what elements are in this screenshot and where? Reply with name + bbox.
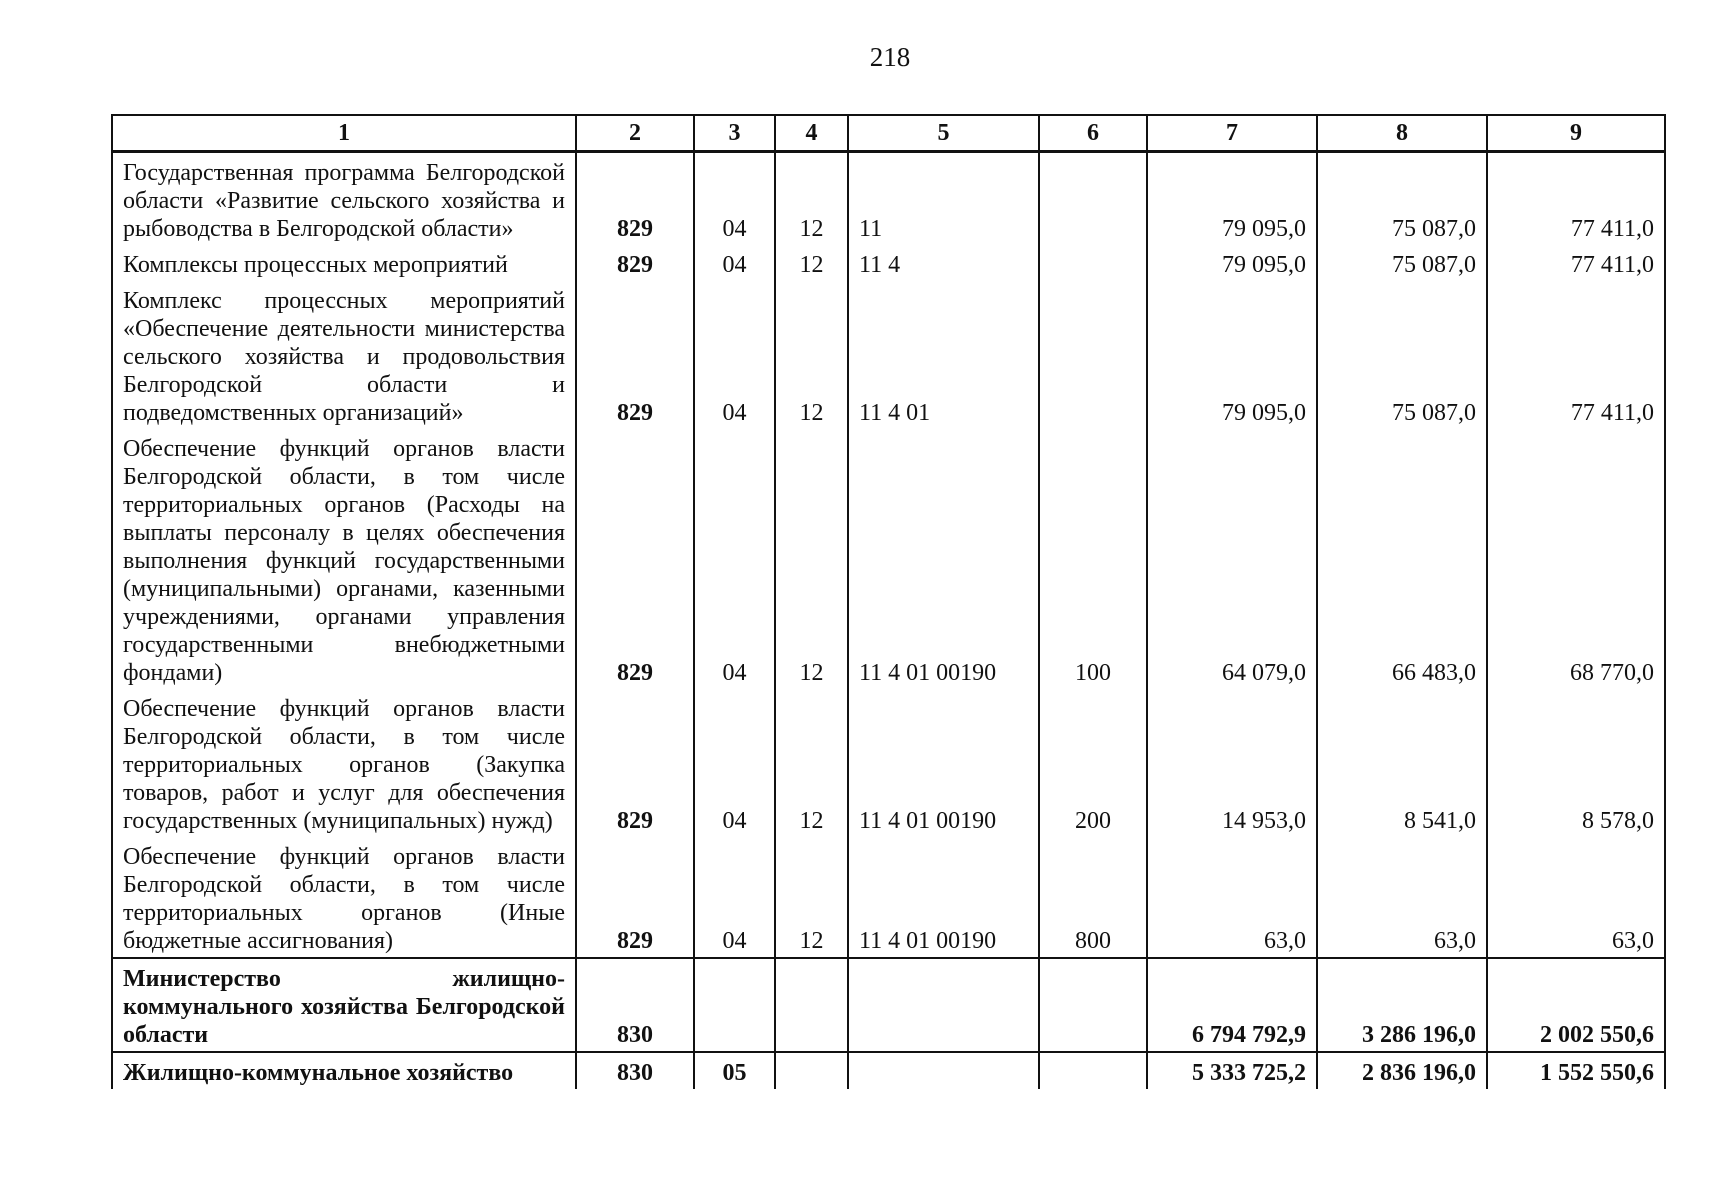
row-pr: 12	[775, 429, 848, 689]
row-rz	[694, 958, 775, 1052]
row-grbs: 830	[576, 1052, 694, 1089]
row-year2: 3 286 196,0	[1317, 958, 1487, 1052]
header-col-9: 9	[1487, 115, 1665, 152]
row-vr	[1039, 281, 1147, 429]
row-year3: 63,0	[1487, 837, 1665, 958]
row-year3: 77 411,0	[1487, 152, 1665, 246]
row-pr: 12	[775, 152, 848, 246]
header-col-5: 5	[848, 115, 1039, 152]
row-name: Государственная программа Белгородской области «Развитие сельского хозяйства и рыбоводства в Белгородской области»	[112, 152, 576, 246]
table-row	[112, 1052, 1665, 1089]
row-year1: 5 333 725,2	[1147, 1052, 1317, 1089]
row-rz: 04	[694, 245, 775, 281]
row-year1: 79 095,0	[1147, 245, 1317, 281]
row-year3: 8 578,0	[1487, 689, 1665, 837]
row-year2: 8 541,0	[1317, 689, 1487, 837]
row-grbs: 829	[576, 281, 694, 429]
row-grbs: 829	[576, 429, 694, 689]
row-name: Министерство жилищно-коммунального хозяйства Белгородской области	[112, 958, 576, 1052]
row-year2: 2 836 196,0	[1317, 1052, 1487, 1089]
header-col-7: 7	[1147, 115, 1317, 152]
row-rz: 04	[694, 837, 775, 958]
page-number: 218	[869, 42, 911, 72]
row-csr: 11 4	[848, 245, 1039, 281]
table-row	[112, 152, 1665, 246]
row-year2: 75 087,0	[1317, 152, 1487, 246]
row-rz: 04	[694, 281, 775, 429]
row-name: Комплексы процессных мероприятий	[112, 245, 576, 281]
row-vr	[1039, 958, 1147, 1052]
row-grbs: 829	[576, 245, 694, 281]
row-year1: 14 953,0	[1147, 689, 1317, 837]
row-year1: 79 095,0	[1147, 281, 1317, 429]
row-rz: 05	[694, 1052, 775, 1089]
row-csr: 11	[848, 152, 1039, 246]
header-col-2: 2	[576, 115, 694, 152]
row-rz: 04	[694, 152, 775, 246]
row-name: Обеспечение функций органов власти Белгородской области, в том числе территориальных органов (Иные бюджетные ассигнования)	[112, 837, 576, 958]
row-pr: 12	[775, 689, 848, 837]
row-vr	[1039, 152, 1147, 246]
row-year3: 1 552 550,6	[1487, 1052, 1665, 1089]
table-row	[112, 429, 1665, 689]
row-pr: 12	[775, 281, 848, 429]
header-col-3: 3	[694, 115, 775, 152]
table-row	[112, 958, 1665, 1052]
row-pr	[775, 958, 848, 1052]
table-row	[112, 245, 1665, 281]
row-csr: 11 4 01 00190	[848, 689, 1039, 837]
row-year3: 2 002 550,6	[1487, 958, 1665, 1052]
row-name: Обеспечение функций органов власти Белгородской области, в том числе территориальных органов (Расходы на выплаты персоналу в целях обеспечения выполнения функций государственными (муниципальными) органами, казенными учреждениями, органами управления государственными внебюджетными фондами)	[112, 429, 576, 689]
header-col-1: 1	[112, 115, 576, 152]
row-vr: 100	[1039, 429, 1147, 689]
row-vr: 800	[1039, 837, 1147, 958]
row-year2: 63,0	[1317, 837, 1487, 958]
row-pr: 12	[775, 837, 848, 958]
table-row	[112, 281, 1665, 429]
row-csr	[848, 958, 1039, 1052]
row-grbs: 829	[576, 689, 694, 837]
row-year1: 64 079,0	[1147, 429, 1317, 689]
row-grbs: 829	[576, 837, 694, 958]
header-row	[112, 115, 1665, 152]
row-csr: 11 4 01	[848, 281, 1039, 429]
header-col-6: 6	[1039, 115, 1147, 152]
row-year3: 77 411,0	[1487, 281, 1665, 429]
row-rz: 04	[694, 689, 775, 837]
row-rz: 04	[694, 429, 775, 689]
header-col-4: 4	[775, 115, 848, 152]
row-grbs: 830	[576, 958, 694, 1052]
row-year1: 6 794 792,9	[1147, 958, 1317, 1052]
row-csr: 11 4 01 00190	[848, 429, 1039, 689]
row-year2: 75 087,0	[1317, 245, 1487, 281]
row-vr	[1039, 245, 1147, 281]
header-col-8: 8	[1317, 115, 1487, 152]
row-csr: 11 4 01 00190	[848, 837, 1039, 958]
row-pr	[775, 1052, 848, 1089]
row-name: Жилищно-коммунальное хозяйство	[112, 1052, 576, 1089]
row-vr	[1039, 1052, 1147, 1089]
row-year3: 77 411,0	[1487, 245, 1665, 281]
row-year3: 68 770,0	[1487, 429, 1665, 689]
row-vr: 200	[1039, 689, 1147, 837]
row-year2: 75 087,0	[1317, 281, 1487, 429]
row-csr	[848, 1052, 1039, 1089]
row-year2: 66 483,0	[1317, 429, 1487, 689]
row-name: Комплекс процессных мероприятий «Обеспечение деятельности министерства сельского хозяйства и продовольствия Белгородской области и подведомственных организаций»	[112, 281, 576, 429]
table-row	[112, 837, 1665, 958]
budget-table	[111, 114, 1666, 1089]
row-grbs: 829	[576, 152, 694, 246]
row-name: Обеспечение функций органов власти Белгородской области, в том числе территориальных органов (Закупка товаров, работ и услуг для обеспечения государственных (муниципальных) нужд)	[112, 689, 576, 837]
row-year1: 63,0	[1147, 837, 1317, 958]
row-pr: 12	[775, 245, 848, 281]
table-row	[112, 689, 1665, 837]
row-year1: 79 095,0	[1147, 152, 1317, 246]
